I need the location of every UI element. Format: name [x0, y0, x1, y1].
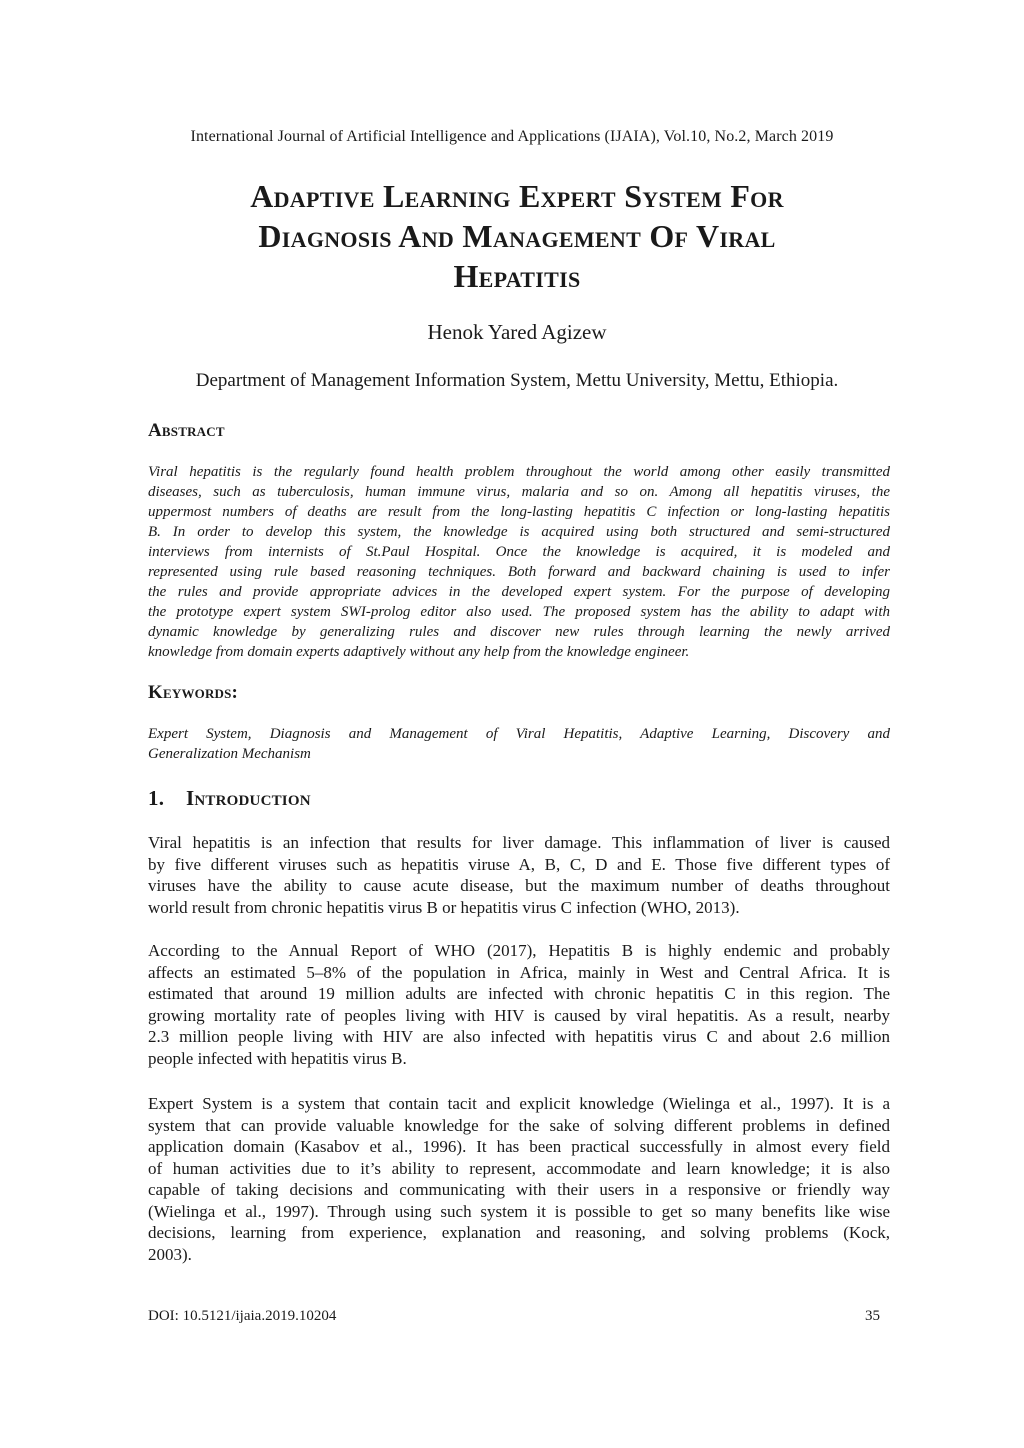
- title-line: Hepatitis: [453, 258, 581, 294]
- paragraph-line: 2.3 million people living with HIV are also infected with hepatitis virus C and about 2.6 million: [148, 1027, 890, 1046]
- paragraph-line: viruses have the ability to cause acute disease, but the maximum number of deaths throughout: [148, 876, 890, 895]
- keywords-line: Expert System, Diagnosis and Management of Viral Hepatitis, Adaptive Learning, Discovery and: [148, 726, 890, 742]
- intro-paragraph-3: [148, 1093, 890, 1265]
- intro-paragraph-2: [148, 940, 890, 1069]
- paragraph-line: affects an estimated 5–8% of the population in Africa, mainly in West and Central Africa. It is: [148, 962, 890, 982]
- intro-paragraph-1: [148, 832, 890, 918]
- abstract-line: knowledge from domain experts adaptively without any help from the knowledge engineer.: [148, 644, 690, 660]
- abstract-line: represented using rule based reasoning techniques. Both forward and backward chaining is used to infer: [148, 564, 890, 580]
- keywords-body: [148, 724, 890, 764]
- paragraph-line: 2003).: [148, 1244, 192, 1264]
- keywords-line: Generalization Mechanism: [148, 746, 311, 762]
- section-number: 1.: [148, 786, 165, 810]
- introduction-heading: [148, 786, 311, 811]
- abstract-line: B. In order to develop this system, the knowledge is acquired using both structured and semi-structured: [148, 524, 890, 540]
- paragraph-line: by five different viruses such as hepatitis viruse A, B, C, D and E. Those five different types of: [148, 854, 890, 874]
- title-line: Adaptive Learning Expert System For: [250, 178, 784, 214]
- paragraph-line: (Wielinga et al., 1997). Through using such system it is possible to get so many benefits like wise: [148, 1201, 890, 1221]
- author-affiliation: Department of Management Information System, Mettu University, Mettu, Ethiopia.: [195, 370, 839, 391]
- paragraph-line: estimated that around 19 million adults are infected with chronic hepatitis C in this region. The: [148, 984, 890, 1003]
- abstract-body: [148, 462, 890, 662]
- abstract-line: the prototype expert system SWI-prolog editor also used. The proposed system has the ability to adapt with: [148, 604, 890, 620]
- doi-footer: DOI: 10.5121/ijaia.2019.10204: [148, 1308, 337, 1324]
- title-line: Diagnosis And Management Of Viral: [258, 218, 776, 254]
- abstract-line: uppermost numbers of deaths are result from the long-lasting hepatitis C infection or long-lasting hepatitis: [148, 504, 890, 520]
- abstract-line: Viral hepatitis is the regularly found health problem throughout the world among other easily transmitted: [148, 464, 890, 480]
- paragraph-line: Expert System is a system that contain tacit and explicit knowledge (Wielinga et al., 1997). It is a: [148, 1094, 890, 1113]
- paper-title: [140, 176, 894, 296]
- author-name: Henok Yared Agizew: [427, 320, 607, 344]
- paragraph-line: world result from chronic hepatitis virus B or hepatitis virus C infection (WHO, 2013).: [148, 897, 740, 917]
- section-title: Introduction: [186, 786, 311, 810]
- page-number: 35: [865, 1308, 880, 1324]
- abstract-line: dynamic knowledge by generalizing rules and discover new rules through learning the newly arrived: [148, 624, 890, 640]
- keywords-heading: Keywords:: [148, 682, 239, 703]
- paragraph-line: According to the Annual Report of WHO (2017), Hepatitis B is highly endemic and probably: [148, 941, 890, 960]
- paragraph-line: of human activities due to it’s ability to represent, accommodate and learn knowledge; it is also: [148, 1158, 890, 1178]
- abstract-line: interviews from internists of St.Paul Hospital. Once the knowledge is acquired, it is modeled and: [148, 544, 890, 560]
- paragraph-line: capable of taking decisions and communicating with their users in a responsive or friendly way: [148, 1180, 890, 1199]
- paragraph-line: system that can provide valuable knowledge for the sake of solving different problems in defined: [148, 1115, 890, 1135]
- paragraph-line: Viral hepatitis is an infection that results for liver damage. This inflammation of liver is caused: [148, 833, 890, 852]
- abstract-line: diseases, such as tuberculosis, human immune virus, malaria and so on. Among all hepatitis viruses, the: [148, 484, 890, 500]
- paragraph-line: application domain (Kasabov et al., 1996). It has been practical successfully in almost every field: [148, 1137, 890, 1156]
- abstract-heading: Abstract: [148, 420, 225, 441]
- abstract-line: the rules and provide appropriate advices in the developed expert system. For the purpose of developing: [148, 584, 890, 600]
- paragraph-line: growing mortality rate of peoples living with HIV is caused by viral hepatitis. As a result, nearby: [148, 1005, 890, 1025]
- paragraph-line: decisions, learning from experience, explanation and reasoning, and solving problems (Kock,: [148, 1223, 890, 1242]
- running-head: International Journal of Artificial Intelligence and Applications (IJAIA), Vol.10, No.2, March 2019: [190, 128, 834, 145]
- paragraph-line: people infected with hepatitis virus B.: [148, 1048, 407, 1068]
